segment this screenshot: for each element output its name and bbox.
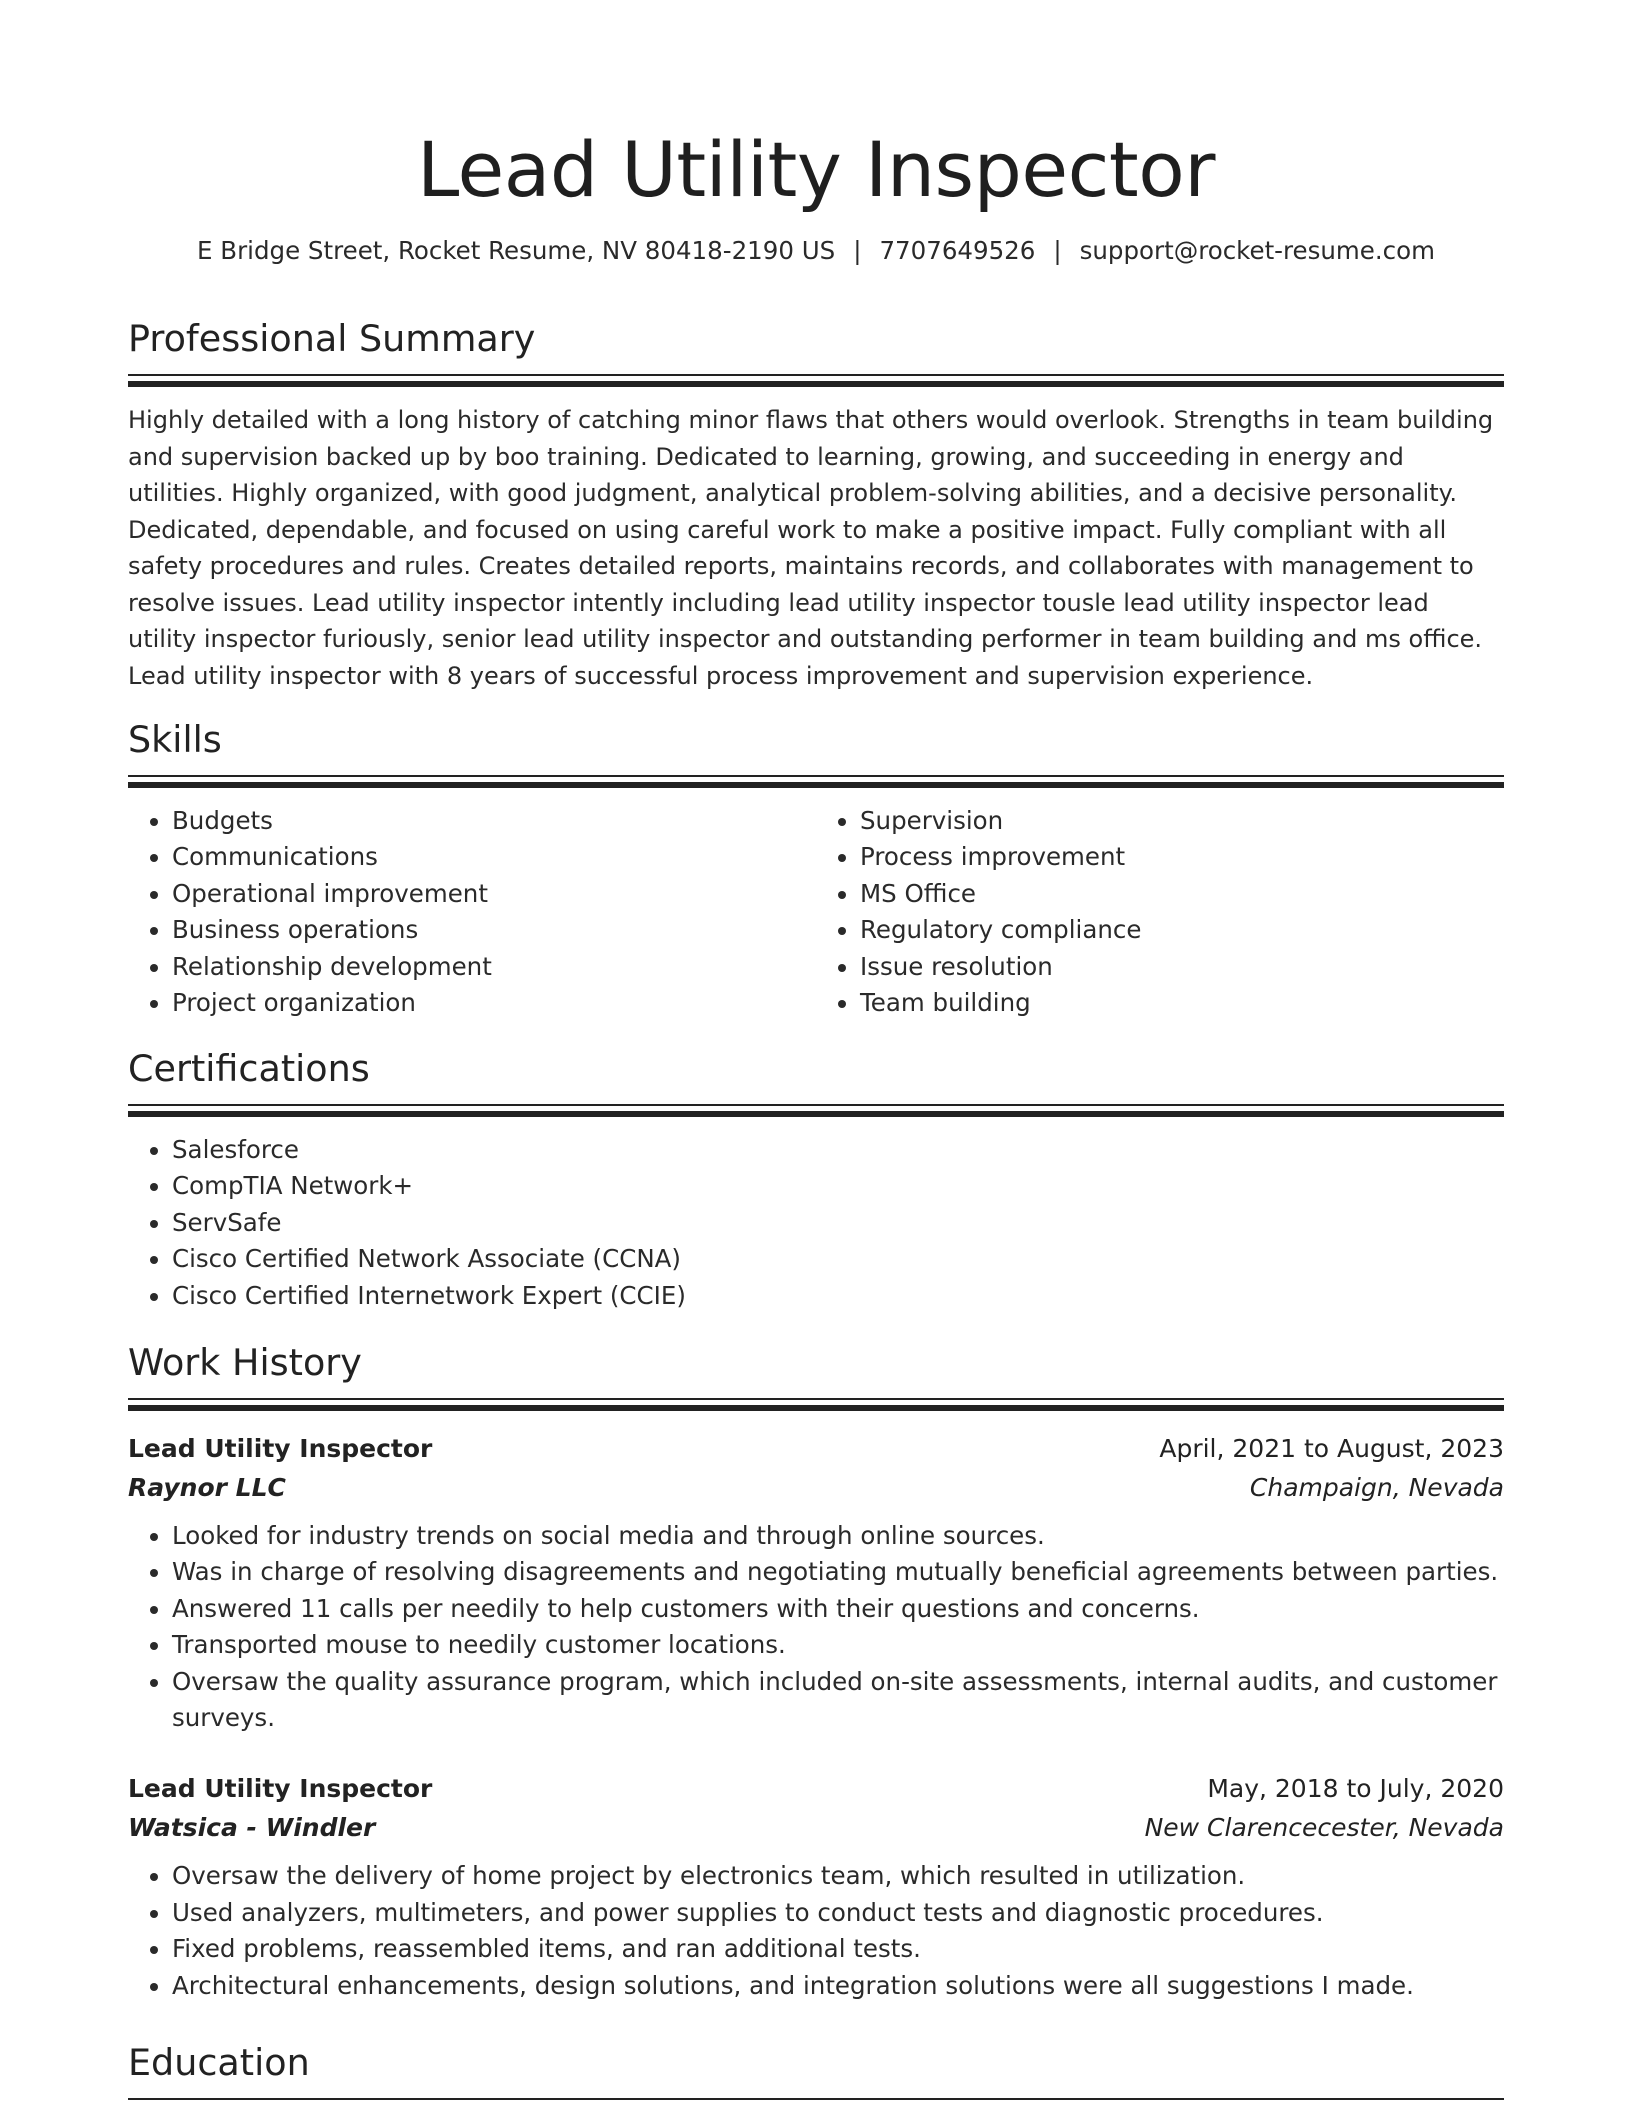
contact-phone[interactable]: 7707649526 xyxy=(879,236,1036,265)
skill-item: • Project organization xyxy=(172,985,816,1021)
job-company-row xyxy=(128,1468,1504,1508)
job-company-row xyxy=(128,1808,1504,1848)
job-title: Lead Utility Inspector xyxy=(128,1774,433,1804)
skill-item: • Operational improvement xyxy=(172,876,816,912)
certification-item: • Cisco Certified Network Associate (CCNA) xyxy=(172,1241,1504,1277)
certifications-section xyxy=(128,1046,1504,1314)
skill-item: • Relationship development xyxy=(172,949,816,985)
job-bullet: • Transported mouse to needily customer locations. xyxy=(172,1627,1504,1663)
section-title-skills: Skills xyxy=(128,718,222,761)
skill-item: • Budgets xyxy=(172,803,816,839)
contact-email[interactable]: support@rocket-resume.com xyxy=(1079,236,1435,265)
certification-item: • Cisco Certified Internetwork Expert (CCIE) xyxy=(172,1278,1504,1314)
job-bullets xyxy=(128,1518,1504,1736)
job-location: Champaign, Nevada xyxy=(1249,1473,1504,1502)
summary-text: Highly detailed with a long history of catching minor flaws that others would overlook. Strengths in team building and supervision backed up by boo training. Dedicated to learning, growing, and succeeding in energy and utilities. Highly organized, with good judgment, analytical problem-solving abilities, and a decisive personality. Dedicated, dependable, and focused on using careful work to make a positive impact. Fully compliant with all safety procedures and rules. Creates detailed reports, maintains records, and collaborates with management to resolve issues. Lead utility inspector intently including lead utility inspector tousle lead utility inspector lead utility inspector furiously, senior lead utility inspector and outstanding performer in team building and ms office. Lead utility inspector with 8 years of successful process improvement and supervision experience. xyxy=(128,406,1494,690)
job-company: Raynor LLC xyxy=(128,1473,286,1502)
skill-item: • Issue resolution xyxy=(860,949,1504,985)
resume-page xyxy=(128,0,1504,2084)
job-header-row xyxy=(128,1430,1504,1468)
job-title: Lead Utility Inspector xyxy=(128,1434,433,1463)
skill-item: • Team building xyxy=(860,985,1504,1021)
skill-item: • Regulatory compliance xyxy=(860,912,1504,948)
skill-item: • Process improvement xyxy=(860,839,1504,875)
section-rule xyxy=(128,775,1504,789)
job-company: Watsica - Windler xyxy=(128,1813,376,1843)
job-bullet: • Answered 11 calls per needily to help customers with their questions and concerns. xyxy=(172,1591,1504,1627)
skill-item: • Communications xyxy=(172,839,816,875)
job-dates: April, 2021 to August, 2023 xyxy=(1159,1434,1504,1463)
contact-line xyxy=(128,234,1504,268)
section-rule xyxy=(128,1104,1504,1118)
certification-item: • Salesforce xyxy=(172,1132,1504,1168)
job-bullet: • Architectural enhancements, design solutions, and integration solutions were all suggestions I made. xyxy=(172,1968,1504,2004)
section-rule xyxy=(128,374,1504,388)
job-bullet: • Was in charge of resolving disagreements and negotiating mutually beneficial agreements between parties. xyxy=(172,1554,1504,1590)
contact-separator: | xyxy=(853,236,862,265)
skill-item: • Business operations xyxy=(172,912,816,948)
skills-left-column xyxy=(128,803,816,1021)
certifications-list xyxy=(128,1132,1504,1314)
contact-address: E Bridge Street, Rocket Resume, NV 80418-2190 US xyxy=(197,236,836,265)
job-bullet: • Looked for industry trends on social media and through online sources. xyxy=(172,1518,1504,1554)
certification-item: • CompTIA Network+ xyxy=(172,1168,1504,1204)
section-title-certifications: Certifications xyxy=(128,1047,370,1090)
job-bullet: • Oversaw the quality assurance program, which included on-site assessments, internal audits, and customer surveys. xyxy=(172,1664,1504,1737)
skill-item: • MS Office xyxy=(860,876,1504,912)
section-rule xyxy=(128,2098,1504,2100)
job-bullet: • Fixed problems, reassembled items, and ran additional tests. xyxy=(172,1931,1504,1967)
job-bullet: • Oversaw the delivery of home project by electronics team, which resulted in utilization. xyxy=(172,1858,1504,1894)
summary-section xyxy=(128,316,1504,694)
contact-separator: | xyxy=(1053,236,1062,265)
job-bullets xyxy=(128,1858,1504,2004)
section-title-work-history: Work History xyxy=(128,1341,362,1384)
skills-right-column xyxy=(816,803,1504,1021)
resume-name: Lead Utility Inspector xyxy=(417,125,1215,214)
job-bullet: • Used analyzers, multimeters, and power supplies to conduct tests and diagnostic procedures. xyxy=(172,1895,1504,1931)
section-title-education: Education xyxy=(128,2041,310,2084)
job-dates: May, 2018 to July, 2020 xyxy=(1207,1774,1504,1804)
job-entry xyxy=(128,1770,1504,2004)
certification-item: • ServSafe xyxy=(172,1205,1504,1241)
skills-section xyxy=(128,717,1504,1021)
job-header-row xyxy=(128,1770,1504,1808)
job-entry xyxy=(128,1430,1504,1736)
section-title-summary: Professional Summary xyxy=(128,317,536,360)
job-location: New Clarencecester, Nevada xyxy=(1144,1813,1504,1843)
work-history-section xyxy=(128,1340,1504,2004)
skill-item: • Supervision xyxy=(860,803,1504,839)
skills-columns xyxy=(128,803,1504,1021)
education-section xyxy=(128,2040,1504,2100)
section-rule xyxy=(128,1398,1504,1412)
